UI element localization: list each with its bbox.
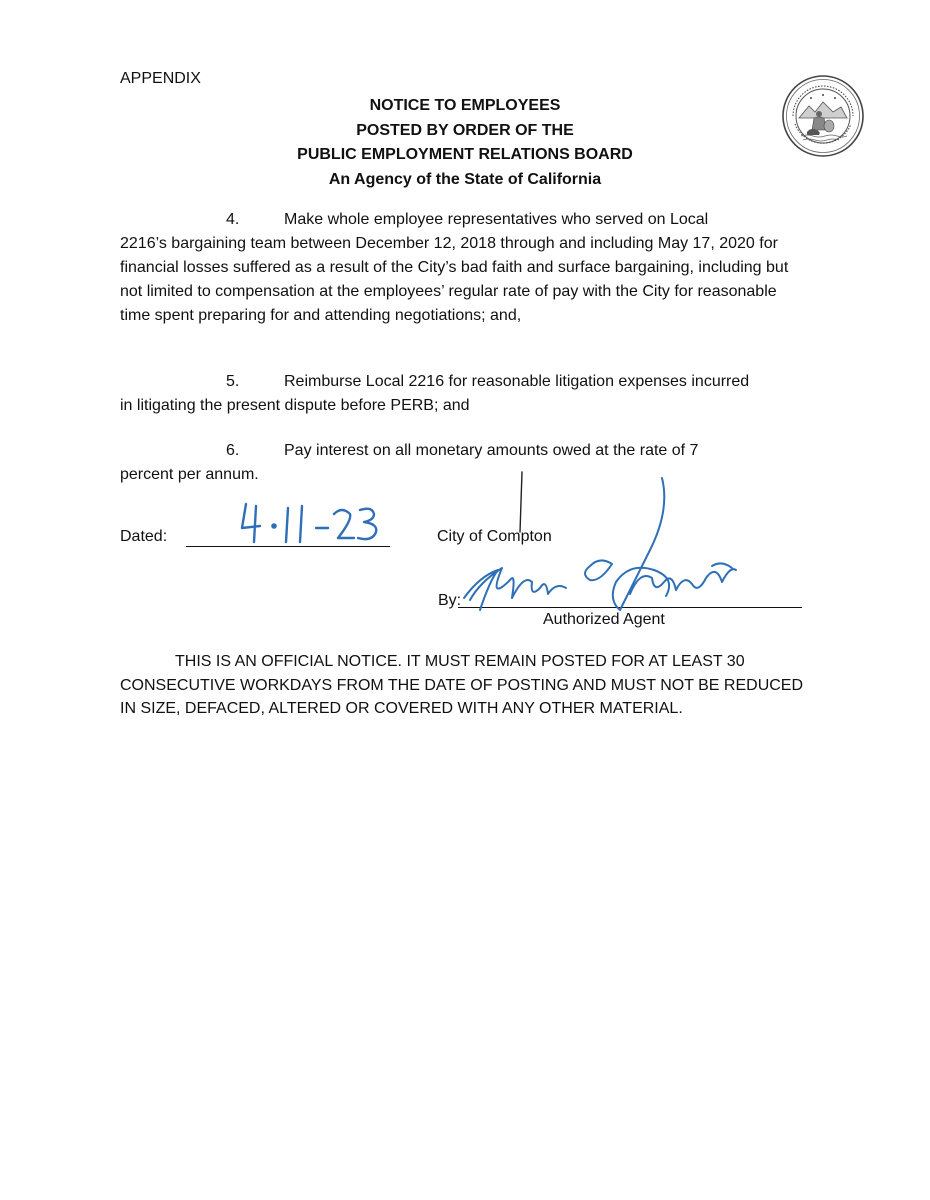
- notice-header: [120, 94, 810, 192]
- order-item-4: [120, 208, 810, 328]
- header-line-2: POSTED BY ORDER OF THE: [356, 121, 574, 139]
- item-text: in litigating the present dispute before PERB; and: [120, 397, 470, 414]
- authorized-agent-label: Authorized Agent: [543, 611, 665, 628]
- item-number: 5.: [226, 373, 240, 390]
- city-label: City of Compton: [437, 528, 552, 545]
- header-line-3: PUBLIC EMPLOYMENT RELATIONS BOARD: [297, 146, 633, 163]
- dated-label: Dated:: [120, 528, 168, 545]
- item-number: 6.: [226, 442, 240, 459]
- official-notice: THIS IS AN OFFICIAL NOTICE. IT MUST REMAIN POSTED FOR AT LEAST 30 CONSECUTIVE WORKDAYS FROM THE DATE OF POSTING AND MUST NOT BE REDUCED IN SIZE, DEFACED, ALTERED OR COVERED WITH ANY OTHER MATERIAL.: [120, 653, 804, 717]
- item-first-line: Pay interest on all monetary amounts owed at the rate of 7: [284, 442, 699, 459]
- item-text: percent per annum.: [120, 466, 259, 483]
- handwritten-signature: [440, 470, 750, 620]
- state-seal-icon: [781, 74, 865, 158]
- by-label: By:: [438, 592, 462, 609]
- header-line-1: NOTICE TO EMPLOYEES: [369, 97, 561, 114]
- order-item-5: [120, 370, 810, 418]
- appendix-label: APPENDIX: [120, 70, 201, 87]
- item-first-line: Reimburse Local 2216 for reasonable litigation expenses incurred: [284, 373, 750, 390]
- item-text: 2216’s bargaining team between December 12, 2018 through and including May 17, 2020 for financial losses suffered as a result of the City’s bad faith and surface bargaining, including but not limited to compensation at the employees’ regular rate of pay with the City for reasonable time spent preparing for and attending negotiations; and,: [120, 235, 789, 324]
- handwritten-date: [188, 498, 388, 548]
- item-number: 4.: [226, 211, 240, 228]
- item-first-line: Make whole employee representatives who served on Local: [284, 211, 709, 228]
- header-line-4: An Agency of the State of California: [328, 170, 602, 188]
